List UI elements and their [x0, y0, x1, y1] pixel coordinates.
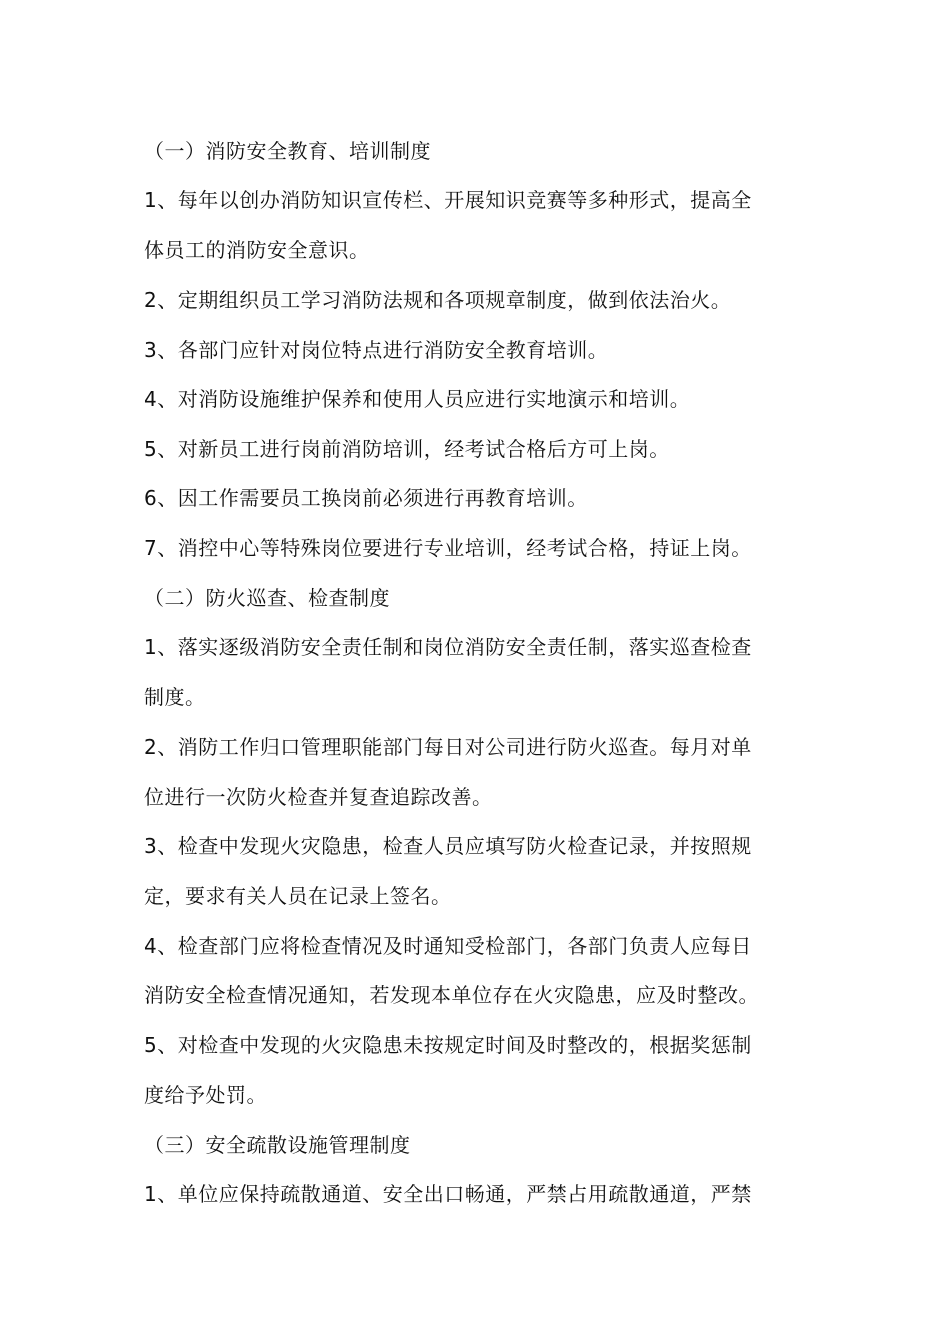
paragraph-line: 1、落实逐级消防安全责任制和岗位消防安全责任制，落实巡查检查 — [144, 635, 752, 659]
paragraph-line: 度给予处罚。 — [144, 1083, 267, 1107]
paragraph-line: 7、消控中心等特殊岗位要进行专业培训，经考试合格，持证上岗。 — [144, 536, 752, 560]
paragraph-line: 6、因工作需要员工换岗前必须进行再教育培训。 — [144, 486, 588, 510]
paragraph-line: 4、对消防设施维护保养和使用人员应进行实地演示和培训。 — [144, 387, 691, 411]
paragraph-line: 2、定期组织员工学习消防法规和各项规章制度，做到依法治火。 — [144, 288, 732, 312]
paragraph-line: 位进行一次防火检查并复查追踪改善。 — [144, 785, 493, 809]
section-heading-3: （三）安全疏散设施管理制度 — [144, 1133, 411, 1157]
paragraph-line: 5、对检查中发现的火灾隐患未按规定时间及时整改的，根据奖惩制 — [144, 1033, 752, 1057]
paragraph-line: 1、单位应保持疏散通道、安全出口畅通，严禁占用疏散通道，严禁 — [144, 1182, 752, 1206]
paragraph-line: 3、各部门应针对岗位特点进行消防安全教育培训。 — [144, 338, 609, 362]
paragraph-line: 消防安全检查情况通知，若发现本单位存在火灾隐患，应及时整改。 — [144, 983, 759, 1007]
paragraph-line: 体员工的消防安全意识。 — [144, 238, 370, 262]
paragraph-line: 3、检查中发现火灾隐患，检查人员应填写防火检查记录，并按照规 — [144, 834, 752, 858]
paragraph-line: 2、消防工作归口管理职能部门每日对公司进行防火巡查。每月对单 — [144, 735, 752, 759]
paragraph-line: 定，要求有关人员在记录上签名。 — [144, 884, 452, 908]
paragraph-line: 制度。 — [144, 685, 206, 709]
section-heading-2: （二）防火巡查、检查制度 — [144, 586, 390, 610]
paragraph-line: 4、检查部门应将检查情况及时通知受检部门，各部门负责人应每日 — [144, 934, 752, 958]
paragraph-line: 1、每年以创办消防知识宣传栏、开展知识竞赛等多种形式，提高全 — [144, 188, 752, 212]
section-heading-1: （一）消防安全教育、培训制度 — [144, 139, 431, 163]
paragraph-line: 5、对新员工进行岗前消防培训，经考试合格后方可上岗。 — [144, 437, 670, 461]
